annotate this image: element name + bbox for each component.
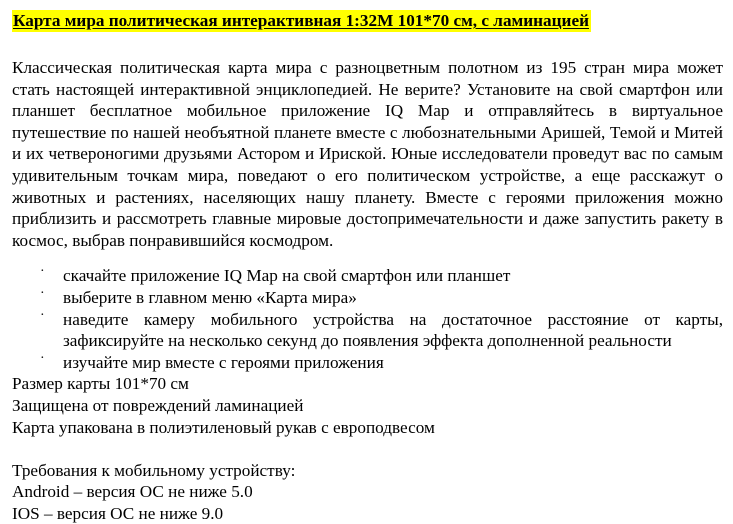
product-description-document	[12, 10, 724, 524]
spec-lamination: Защищена от повреждений ламинацией	[12, 395, 304, 415]
list-item-text: скачайте приложение IQ Map на свой смартфон или планшет	[63, 266, 511, 286]
requirements-heading: Требования к мобильному устройству:	[12, 460, 296, 480]
bullet-marker: ·	[40, 264, 45, 280]
list-item-text: изучайте мир вместе с героями приложения	[63, 352, 384, 372]
list-item-text: наведите камеру мобильного устройства на достаточное расстояние от карты, зафиксируйте на несколько секунд до появления эффекта дополненной реальности	[63, 309, 723, 351]
list-item	[12, 352, 723, 374]
spec-size: Размер карты 101*70 см	[12, 374, 189, 394]
list-item-text: выберите в главном меню «Карта мира»	[63, 287, 357, 307]
instructions-list	[12, 265, 724, 373]
bullet-marker: ·	[40, 350, 45, 366]
list-item	[12, 287, 723, 309]
requirement-android: Android – версия ОС не ниже 5.0	[12, 482, 253, 502]
list-item	[12, 309, 723, 352]
bullet-marker: ·	[40, 285, 45, 301]
spec-packaging: Карта упакована в полиэтиленовый рукав с европодвесом	[12, 417, 435, 437]
requirement-ios: IOS – версия ОС не ниже 9.0	[12, 503, 224, 523]
spacer	[12, 438, 724, 460]
title-block	[12, 10, 724, 36]
list-item	[12, 265, 723, 287]
bullet-marker: ·	[40, 307, 45, 323]
description-paragraph: Классическая политическая карта мира с разноцветным полотном из 195 стран мира может стать настоящей интерактивной энциклопедией. Не верите? Установите на свой смартфон или планшет бесплатное мобильное приложение IQ Map и отправляйтесь в виртуальное путешествие по нашей необъятной планете вместе с любознательными Аришей, Темой и Митей и их четвероногими друзьями Астором и Ириской. Юные исследователи проведут вас по самым удивительным точкам мира, поведают о его политическом устройстве, а еще расскажут о животных и растениях, населяющих нашу планету. Вместе с героями приложения можно приблизить и рассмотреть главные мировые достопримечательности и даже запустить ракету в космос, выбрав понравившийся космодром.	[12, 58, 723, 250]
product-title: Карта мира политическая интерактивная 1:32М 101*70 см, с ламинацией	[13, 11, 589, 30]
